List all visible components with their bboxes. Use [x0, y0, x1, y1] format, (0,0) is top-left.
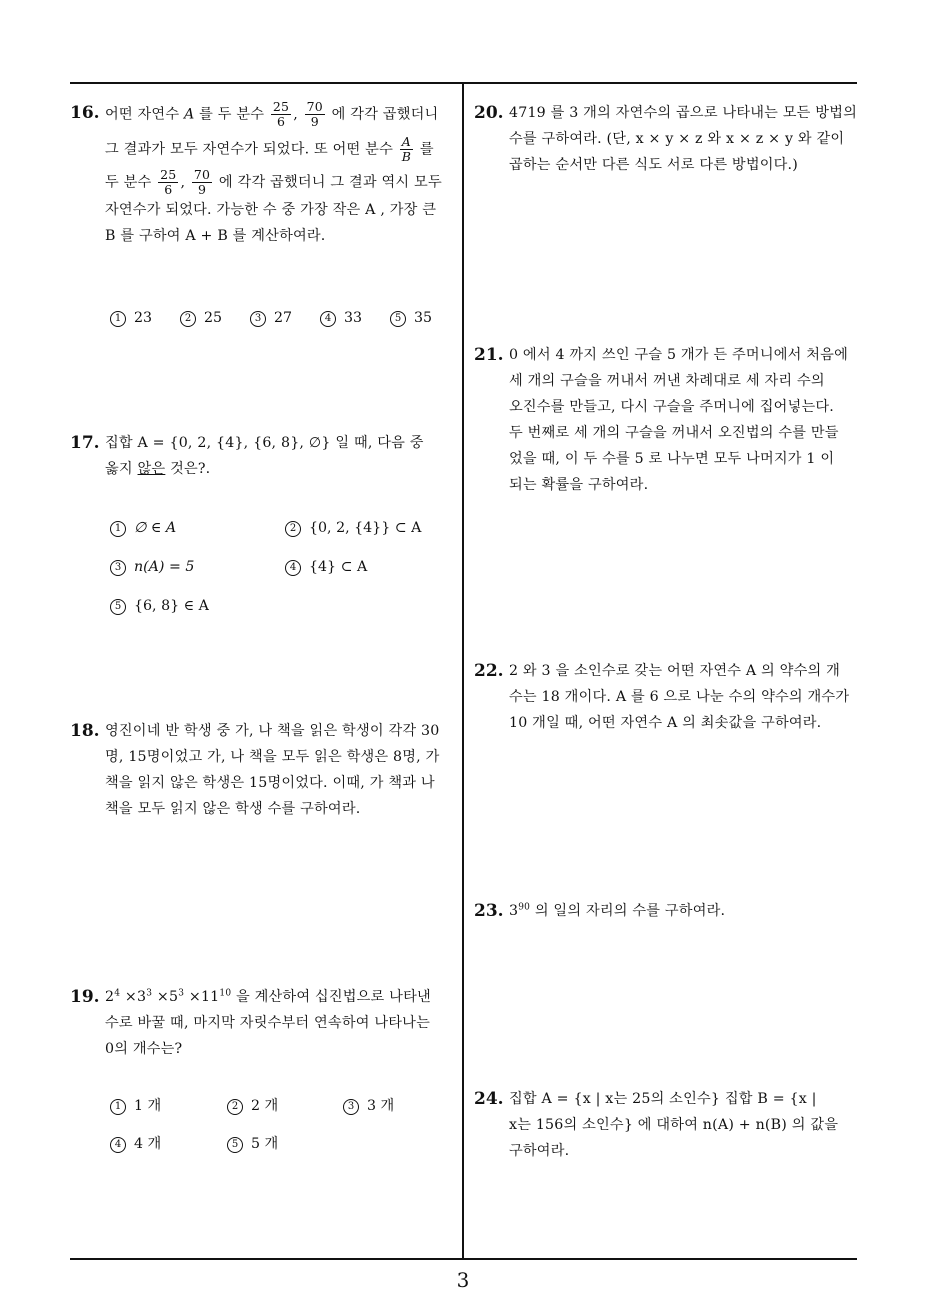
- question-number: 22.: [474, 661, 504, 681]
- choice-4[interactable]: 4 4 개: [110, 1133, 161, 1153]
- column-divider: [462, 83, 464, 1259]
- question-number: 20.: [474, 103, 504, 123]
- q18-line-2: 명, 15명이었고 가, 나 책을 모두 읽은 학생은 8명, 가: [105, 749, 440, 765]
- q16-line-3: 두 분수 $\frac{25}{6}$ , $\frac{70}{9}$ 에 각각 곱했더니 그 결과 역시 모두: [105, 167, 442, 197]
- question-19: [70, 984, 455, 1062]
- choice-1[interactable]: 1 1 개: [110, 1095, 161, 1115]
- question-number: 24.: [474, 1089, 504, 1109]
- question-24: [474, 1086, 859, 1164]
- question-22: [474, 658, 859, 736]
- choice-4[interactable]: 4 {4} ⊂ A: [285, 559, 367, 576]
- q22-line-2: 수는 18 개이다. A 를 6 으로 나눈 수의 약수의 개수가: [509, 689, 850, 705]
- question-number: 23.: [474, 901, 504, 921]
- fraction: $\frac{70}{9}$: [306, 99, 323, 129]
- q24-line-3: 구하여라.: [509, 1143, 570, 1159]
- question-23: [474, 898, 859, 924]
- fraction: $\frac{25}{6}$: [272, 99, 290, 129]
- question-16: [70, 100, 455, 249]
- choice-1[interactable]: 1 23: [110, 310, 152, 327]
- q19-line-2: 수로 바꿀 때, 마지막 자릿수부터 연속하여 나타나는: [105, 1015, 430, 1031]
- fraction: $\frac{25}{6}$: [160, 167, 177, 197]
- q21-line-5: 었을 때, 이 두 수를 5 로 나누면 모두 나머지가 1 이: [509, 451, 835, 467]
- q23-line-1: $3^{90}$ 의 일의 자리의 수를 구하여라.: [509, 902, 726, 919]
- q20-line-3: 곱하는 순서만 다른 식도 서로 다른 방법이다.): [509, 157, 798, 173]
- q18-line-3: 책을 읽지 않은 학생은 15명이었다. 이때, 가 책과 나: [105, 775, 435, 791]
- q21-line-6: 되는 확률을 구하여라.: [509, 477, 649, 493]
- question-21: [474, 342, 859, 498]
- q24-line-2: x는 156의 소인수} 에 대하여 n(A) + n(B) 의 값을: [509, 1117, 839, 1133]
- q16-line-4: 자연수가 되었다. 가능한 수 중 가장 작은 A , 가장 큰: [105, 202, 437, 218]
- fraction: $\frac{70}{9}$: [193, 167, 211, 197]
- choice-3[interactable]: 3 n(A) = 5: [110, 559, 194, 576]
- question-17: [70, 430, 455, 482]
- q20-line-1: 4719 를 3 개의 자연수의 곱으로 나타내는 모든 방법의: [509, 105, 858, 121]
- q22-line-1: 2 와 3 을 소인수로 갖는 어떤 자연수 A 의 약수의 개: [509, 663, 841, 679]
- question-number: 16.: [70, 103, 100, 123]
- choice-5[interactable]: 5 5 개: [227, 1133, 278, 1153]
- fraction: $\frac{A}{B}$: [401, 134, 412, 164]
- q18-line-1: 영진이네 반 학생 중 가, 나 책을 읽은 학생이 각각 30: [105, 723, 440, 739]
- q21-line-3: 오진수를 만들고, 다시 구슬을 주머니에 집어넣는다.: [509, 399, 834, 415]
- choice-2[interactable]: 2 {0, 2, {4}} ⊂ A: [285, 520, 421, 537]
- choice-2[interactable]: 2 2 개: [227, 1095, 278, 1115]
- choice-5[interactable]: 5 {6, 8} ∈ A: [110, 598, 209, 615]
- choice-5[interactable]: 5 35: [390, 310, 432, 327]
- question-number: 19.: [70, 987, 100, 1007]
- choice-2[interactable]: 2 25: [180, 310, 222, 327]
- q16-line-5: B 를 구하여 A + B 를 계산하여라.: [105, 228, 326, 244]
- choice-3[interactable]: 3 27: [250, 310, 292, 327]
- choice-4[interactable]: 4 33: [320, 310, 362, 327]
- question-18: [70, 718, 455, 822]
- q17-line-1: 집합 A = {0, 2, {4}, {6, 8}, ∅} 일 때, 다음 중: [105, 435, 424, 451]
- choice-1[interactable]: 1 ∅ ∈ A: [110, 520, 176, 537]
- page-number: 3: [456, 1268, 470, 1292]
- q21-line-2: 세 개의 구슬을 꺼내서 꺼낸 차례대로 세 자리 수의: [509, 373, 825, 389]
- q21-line-1: 0 에서 4 까지 쓰인 구슬 5 개가 든 주머니에서 처음에: [509, 347, 848, 363]
- question-20: [474, 100, 859, 178]
- q20-line-2: 수를 구하여라. (단, x × y × z 와 x × z × y 와 같이: [509, 131, 845, 147]
- choice-3[interactable]: 3 3 개: [343, 1095, 394, 1115]
- q22-line-3: 10 개일 때, 어떤 자연수 A 의 최솟값을 구하여라.: [509, 715, 822, 731]
- question-number: 17.: [70, 433, 100, 453]
- q21-line-4: 두 번째로 세 개의 구슬을 꺼내서 오진법의 수를 만들: [509, 425, 839, 441]
- q16-line-1: 어떤 자연수 A 를 두 분수 $\frac{25}{6}$ , $\frac{70}{9}$ 에 각각 곱했더니: [105, 99, 439, 129]
- q24-line-1: 집합 A = {x | x는 25의 소인수} 집합 B = {x |: [509, 1091, 817, 1107]
- q16-line-2: 그 결과가 모두 자연수가 되었다. 또 어떤 분수 $\frac{A}{B}$ 를: [105, 134, 434, 164]
- q17-line-2: 옳지 않은 것은?.: [105, 461, 211, 477]
- bottom-rule: [70, 1258, 857, 1260]
- question-number: 18.: [70, 721, 100, 741]
- q19-line-1: $2^4 \times 3^3 \times 5^3 \times 11^{10}$ 을 계산하여 십진법으로 나타낸: [105, 988, 431, 1005]
- q18-line-4: 책을 모두 읽지 않은 학생 수를 구하여라.: [105, 801, 361, 817]
- question-number: 21.: [474, 345, 504, 365]
- q19-line-3: 0의 개수는?: [105, 1041, 183, 1057]
